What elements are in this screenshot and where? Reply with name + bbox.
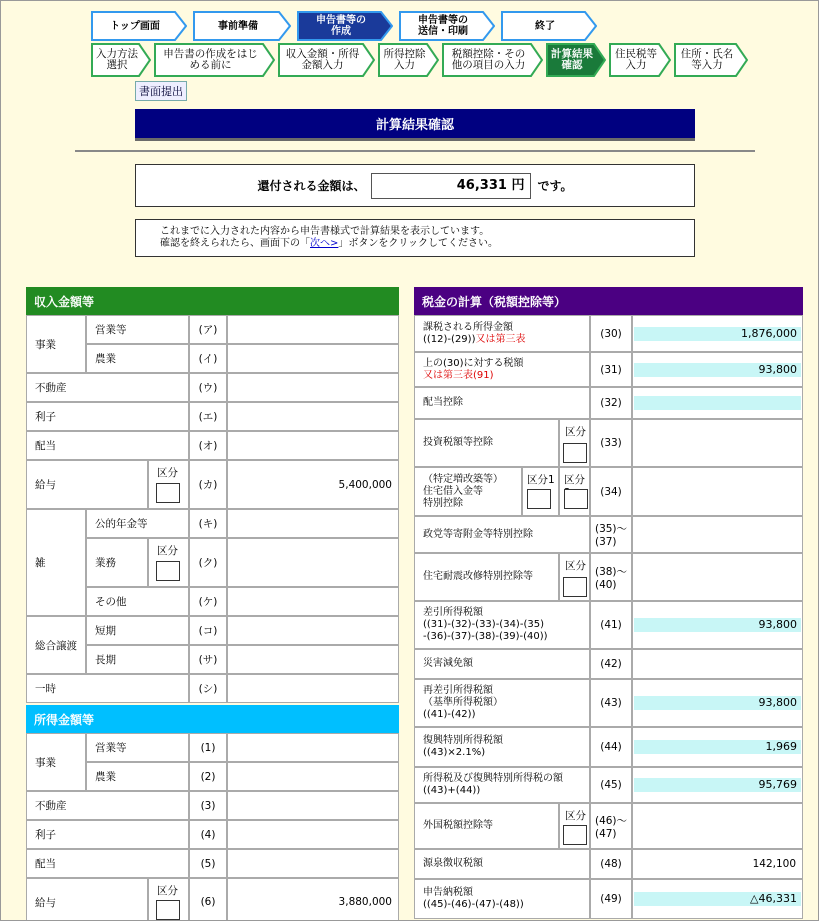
- tax-label: 住宅耐震改修特別控除等: [414, 553, 559, 601]
- tax-code: (42): [590, 649, 632, 679]
- tax-label: 所得税及び復興特別所得税の額 ((43)+(44)): [414, 767, 590, 803]
- shotoku-label: 不動産: [26, 791, 189, 820]
- income-value: [227, 616, 399, 645]
- tax-code: (49): [590, 879, 632, 919]
- info-line2: 確認を終えられたら、画面下の「次へ>」ボタンをクリックしてください。: [160, 238, 498, 249]
- shotoku-header: 所得金額等: [26, 705, 399, 733]
- income-code: (サ): [189, 645, 227, 674]
- tax-label: 配当控除: [414, 387, 590, 419]
- refund-suffix: です。: [537, 179, 573, 193]
- tax-value: 93,800: [634, 363, 801, 377]
- income-code: (ア): [189, 315, 227, 344]
- tax-code: (43): [590, 679, 632, 727]
- tax-code: (46)～ (47): [590, 803, 632, 849]
- step-main-4[interactable]: 終了: [501, 11, 597, 41]
- step-sub-0[interactable]: 入力方法 選択: [91, 43, 151, 77]
- income-sub: 短期: [86, 616, 189, 645]
- income-value: [227, 674, 399, 703]
- income-sub: 農業: [86, 344, 189, 373]
- income-value: [227, 373, 399, 402]
- tax-code: (41): [590, 601, 632, 649]
- income-value: [227, 587, 399, 616]
- tax-label: 申告納税額 ((45)-(46)-(47)-(48)): [414, 879, 590, 919]
- tax-code: (38)～ (40): [590, 553, 632, 601]
- income-value: [227, 645, 399, 674]
- shotoku-code: (4): [189, 820, 227, 849]
- income-sub: 公的年金等: [86, 509, 189, 538]
- tax-kubun-input[interactable]: [563, 825, 587, 845]
- shotoku-value: [227, 791, 399, 820]
- income-group: 雑: [26, 509, 86, 616]
- income-label: 不動産: [26, 373, 189, 402]
- income-header: 収入金額等: [26, 287, 399, 315]
- kubun-label: 区分1: [527, 474, 555, 486]
- tax-value-cell: [632, 467, 803, 516]
- step-sub-2[interactable]: 収入金額・所得 金額入力: [278, 43, 375, 77]
- shotoku-value: [227, 820, 399, 849]
- income-code: (オ): [189, 431, 227, 460]
- income-code: (エ): [189, 402, 227, 431]
- tax-kubun-input[interactable]: [563, 443, 587, 463]
- shotoku-code: (5): [189, 849, 227, 878]
- tax-value: △46,331: [634, 892, 801, 906]
- income-value: [227, 402, 399, 431]
- shotoku-kubun-input[interactable]: [156, 900, 180, 920]
- income-sub: その他: [86, 587, 189, 616]
- shotoku-label: 配当: [26, 849, 189, 878]
- tax-label: 差引所得税額 ((31)-(32)-(33)-(34)-(35) -(36)-(37)-(38)-(39)-(40)): [414, 601, 590, 649]
- income-code: (ク): [189, 538, 227, 587]
- income-code: (イ): [189, 344, 227, 373]
- step-sub-1[interactable]: 申告書の作成をはじ める前に: [154, 43, 275, 77]
- tax-code: (35)～ (37): [590, 516, 632, 553]
- shotoku-code: (6): [189, 878, 227, 921]
- shotoku-label: 給与: [26, 878, 148, 921]
- shotoku-value: 3,880,000: [227, 878, 399, 921]
- kubun-label: 区分: [157, 467, 178, 479]
- kubun-label: 区分: [157, 885, 178, 897]
- income-code: (キ): [189, 509, 227, 538]
- paper-submit-button[interactable]: 書面提出: [135, 81, 187, 101]
- income-label: 一時: [26, 674, 189, 703]
- income-kubun-input[interactable]: [156, 561, 180, 581]
- tax-code: (32): [590, 387, 632, 419]
- tax-value-cell: 142,100: [632, 849, 803, 879]
- refund-box: [135, 164, 695, 207]
- income-value: [227, 315, 399, 344]
- tax-code: (30): [590, 315, 632, 352]
- shotoku-value: [227, 849, 399, 878]
- income-value: [227, 344, 399, 373]
- shotoku-label: 利子: [26, 820, 189, 849]
- tax-value-cell: [632, 516, 803, 553]
- tax-value: [634, 396, 801, 410]
- income-value: [227, 509, 399, 538]
- income-code: (ケ): [189, 587, 227, 616]
- tax-code: (34): [590, 467, 632, 516]
- tax-label: 災害減免額: [414, 649, 590, 679]
- income-code: (コ): [189, 616, 227, 645]
- income-value: [227, 538, 399, 587]
- step-main-1[interactable]: 事前準備: [193, 11, 291, 41]
- tax-red-note: 又は第三表: [475, 333, 526, 345]
- tax-label: 課税される所得金額 ((12)-(29))又は第三表: [414, 315, 590, 352]
- refund-prefix: 還付される金額は、: [257, 179, 366, 193]
- income-code: (ウ): [189, 373, 227, 402]
- income-sub: 営業等: [86, 315, 189, 344]
- income-sub: 業務: [86, 538, 148, 587]
- tax-value-cell: [632, 803, 803, 849]
- tax-label: 復興特別所得税額 ((43)×2.1%): [414, 727, 590, 767]
- step-main-2[interactable]: 申告書等の 作成: [297, 11, 393, 41]
- next-link[interactable]: 次へ>: [310, 238, 339, 249]
- tax-label: 源泉徴収税額: [414, 849, 590, 879]
- tax-label: 政党等寄附金等特別控除: [414, 516, 590, 553]
- tax-label: 再差引所得税額 （基準所得税額） ((41)-(42)): [414, 679, 590, 727]
- shotoku-sub: 農業: [86, 762, 189, 791]
- income-value: [227, 431, 399, 460]
- income-kubun-input[interactable]: [156, 483, 180, 503]
- tax-label: 上の(30)に対する税額 又は第三表(91): [414, 352, 590, 387]
- info-box: [135, 219, 695, 257]
- step-sub-7[interactable]: 住所・氏名 等入力: [674, 43, 748, 77]
- refund-amount: 46,331 円: [371, 173, 531, 199]
- tax-value: 93,800: [634, 696, 801, 710]
- income-label: 配当: [26, 431, 189, 460]
- shotoku-code: (2): [189, 762, 227, 791]
- tax-value: 93,800: [634, 618, 801, 632]
- tax-value-cell: [632, 419, 803, 467]
- step-sub-5[interactable]: 計算結果 確認: [546, 43, 606, 77]
- tax-value-cell: [632, 649, 803, 679]
- shotoku-value: [227, 762, 399, 791]
- tax-kubun-input[interactable]: [563, 577, 587, 597]
- tax-red-note: 又は第三表(91): [423, 369, 494, 381]
- income-label: 利子: [26, 402, 189, 431]
- step-main-0[interactable]: トップ画面: [91, 11, 187, 41]
- divider: [75, 150, 755, 152]
- income-sub: 長期: [86, 645, 189, 674]
- income-group: 総合譲渡: [26, 616, 86, 674]
- kubun-label: 区分: [157, 545, 178, 557]
- sub-step-nav: [91, 43, 751, 77]
- income-label: 給与: [26, 460, 148, 509]
- step-sub-3[interactable]: 所得控除 入力: [378, 43, 439, 77]
- tax-header: 税金の計算（税額控除等）: [414, 287, 803, 315]
- tax-value: 1,969: [634, 740, 801, 754]
- kubun-label: 区分: [565, 560, 586, 572]
- step-sub-6[interactable]: 住民税等 入力: [609, 43, 671, 77]
- kubun-label: 区分: [564, 474, 585, 486]
- tax-label: 投資税額等控除: [414, 419, 559, 467]
- tax-kubun2-input[interactable]: [564, 489, 588, 509]
- income-code: (シ): [189, 674, 227, 703]
- page-title: 計算結果確認: [135, 109, 695, 141]
- tax-label: （特定増改築等） 住宅借入金等 特別控除: [414, 467, 522, 516]
- info-line1: これまでに入力された内容から申告書様式で計算結果を表示しています。: [160, 226, 490, 237]
- tax-code: (33): [590, 419, 632, 467]
- tax-code: (44): [590, 727, 632, 767]
- income-group: 事業: [26, 315, 86, 373]
- tax-code: (31): [590, 352, 632, 387]
- tax-kubun1-input[interactable]: [527, 489, 551, 509]
- shotoku-value: [227, 733, 399, 762]
- shotoku-code: (1): [189, 733, 227, 762]
- kubun-label: 区分: [565, 426, 586, 438]
- shotoku-code: (3): [189, 791, 227, 820]
- step-sub-4[interactable]: 税額控除・その 他の項目の入力: [442, 43, 543, 77]
- tax-value: 1,876,000: [634, 327, 801, 341]
- main-step-nav: [91, 11, 603, 41]
- income-value: 5,400,000: [227, 460, 399, 509]
- tax-value-cell: [632, 553, 803, 601]
- tax-label: 外国税額控除等: [414, 803, 559, 849]
- tax-code: (48): [590, 849, 632, 879]
- tax-value: 95,769: [634, 778, 801, 792]
- tax-code: (45): [590, 767, 632, 803]
- shotoku-sub: 営業等: [86, 733, 189, 762]
- kubun-label: 区分: [565, 810, 586, 822]
- shotoku-group: 事業: [26, 733, 86, 791]
- income-code: (カ): [189, 460, 227, 509]
- step-main-3[interactable]: 申告書等の 送信・印刷: [399, 11, 495, 41]
